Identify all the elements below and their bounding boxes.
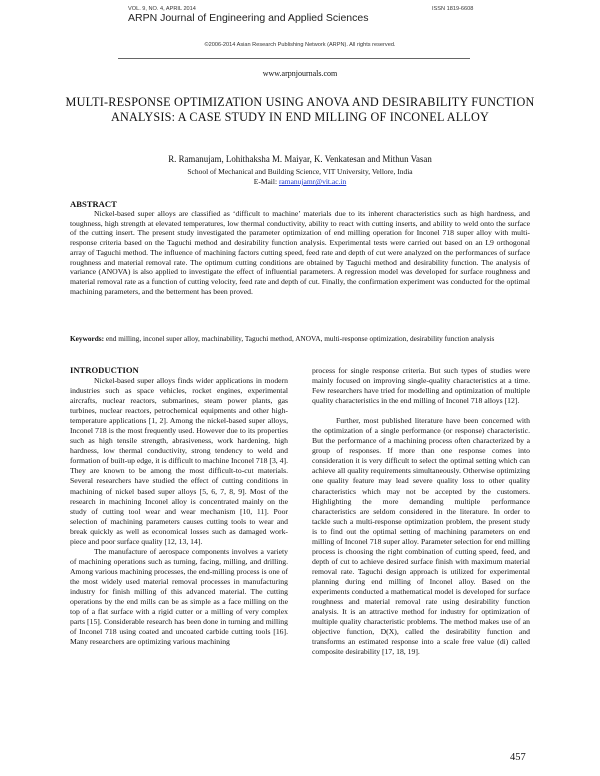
right-column	[312, 366, 530, 657]
keywords-label: Keywords:	[70, 334, 105, 343]
email-label: E-Mail:	[253, 177, 278, 186]
abstract-heading: ABSTRACT	[70, 199, 117, 209]
keywords	[70, 335, 530, 343]
paragraph: The manufacture of aerospace components involves a variety of machining operations such as turning, facing, milling, and drilling. Among various machining processes, the end-milling process is one of the most widely used material removal processes in manufacturing industry for finish milling of this advanced material. The cutting operations by the end mills can be as simple as a face milling on the top of a flat surface with a rigid cutter or a milling of very complex parts [15]. Considerable research has been done in turning and milling of Inconel 718 using coated and uncoated carbide cutting tools [16]. Many researchers are optimizing various machining	[70, 546, 288, 647]
paragraph: Nickel-based super alloys finds wider applications in modern industries such as space vehicles, rocket engines, experimental aircrafts, nuclear reactors, submarines, steam power plants, gas turbines, nuclear reactors, petrochemical equipments and other high-temperature applications [1, 2]. Among the nickel-based super alloys, Inconel 718 is the most frequently used. However due to its properties such as high tensile strength, abrasiveness, work hardening, high hardness, low thermal conductivity, strong tendency to weld and formation of built-up edge, it is difficult to machine Inconel 718 [3, 4]. They are known to be among the most difficult-to-cut materials. Several researchers have studied the effect of cutting conditions in machining of nickel based super alloys [5, 6, 7, 8, 9]. Most of the research in machining Inconel alloy is concentrated mainly on the study of cutting tool wear and wear mechanism [10, 11]. Poor selection of machining parameters causes cutting tools to wear and break quickly as well as economical losses such as damaged work-piece and poor surface quality [12, 13, 14].	[70, 376, 288, 546]
keywords-text: end milling, inconel super alloy, machinability, Taguchi method, ANOVA, multi-response optimization, desirability function analysis	[105, 334, 495, 343]
email-line	[0, 177, 600, 186]
author-list: R. Ramanujam, Lohithaksha M. Maiyar, K. Venkatesan and Mithun Vasan	[168, 154, 432, 164]
copyright-line: ©2006-2014 Asian Research Publishing Network (ARPN). All rights reserved.	[204, 42, 396, 48]
introduction-heading: INTRODUCTION	[70, 365, 139, 375]
abstract-text: Nickel-based super alloys are classified as ‘difficult to machine’ materials due to its inherent characteristics such as high hardness, and toughness, high strength at elevated temperatures, low thermal conductivity, ability to react with cutting inserts, and ability to weld onto the surface of the cutting insert. The present study investigated the parameter optimization of end milling operation for Inconel 718 super alloy with multi-response criteria based on the Taguchi method and desirability function analysis. Experimental tests were carried out based on an L9 orthogonal array of Taguchi method. The influence of machining factors cutting speed, feed rate and depth of cut were analyzed on the performances of surface roughness and material removal rate. The optimum cutting conditions are obtained by Taguchi method and desirability function. The analysis of variance (ANOVA) is also applied to investigate the effect of influential parameters. A regression model was developed for surface roughness and material removal rate as a function of cutting velocity, feed rate and depth of cut. Finally, the confirmation experiment was conducted for the optimal machining parameters, and the betterment has been proved.	[70, 209, 530, 296]
issn: ISSN 1819-6608	[432, 6, 474, 12]
left-column	[70, 376, 288, 647]
article-title: MULTI-RESPONSE OPTIMIZATION USING ANOVA AND DESIRABILITY FUNCTION ANALYSIS: A CASE STUDY IN END MILLING OF INCONEL ALLOY	[65, 95, 535, 124]
affiliation: School of Mechanical and Building Science, VIT University, Vellore, India	[187, 167, 413, 176]
email-link[interactable]: ramanujamr@vit.ac.in	[278, 177, 347, 186]
header-divider	[118, 58, 470, 59]
page-number: 457	[510, 752, 526, 763]
paragraph: Further, most published literature have been concerned with the optimization of a single performance (or response) characteristic. But the performance of a machining process often characterized by a group of responses. If more than one response comes into consideration it is very difficult to select the optimal setting which can achieve all quality requirements simultaneously. Otherwise optimizing one quality feature may lead severe quality loss to other quality characteristics which may not be accepted by the customers. Highlighting the more demanding multiple performance characteristics are seldom considered in the literature. In order to tackle such a multi-response optimization problem, the present study is to find out the optimal setting of machining parameters on end milling of Inconel 718 super alloy. Parameter selection for end milling process is choosing the right combination of cutting speed, feed, and depth of cut to achieve desired surface finish with maximum material removal rate. Taguchi design approach is utilized for experimental planning during end milling of Inconel alloy. Based on the experiments conducted a mathematical model is developed for surface roughness and material removal rate using desirability function analysis. It is an attractive method for industry for optimization of multiple quality characteristic problems. The method makes use of an objective function, D(X), called the desirability function and transforms an estimated response into a scale free value (di) called composite desirability [17, 18, 19].	[312, 416, 530, 657]
paragraph: process for single response criteria. But such types of studies were mainly focused on improving single-quality characteristics at a time. Few researchers have tried for modelling and optimization of multiple quality characteristics in the end milling of Inconel 718 alloys [12].	[312, 366, 530, 406]
journal-name: ARPN Journal of Engineering and Applied Sciences	[128, 12, 369, 24]
volume-line: VOL. 9, NO. 4, APRIL 2014	[128, 6, 196, 12]
journal-website[interactable]: www.arpnjournals.com	[262, 69, 338, 78]
